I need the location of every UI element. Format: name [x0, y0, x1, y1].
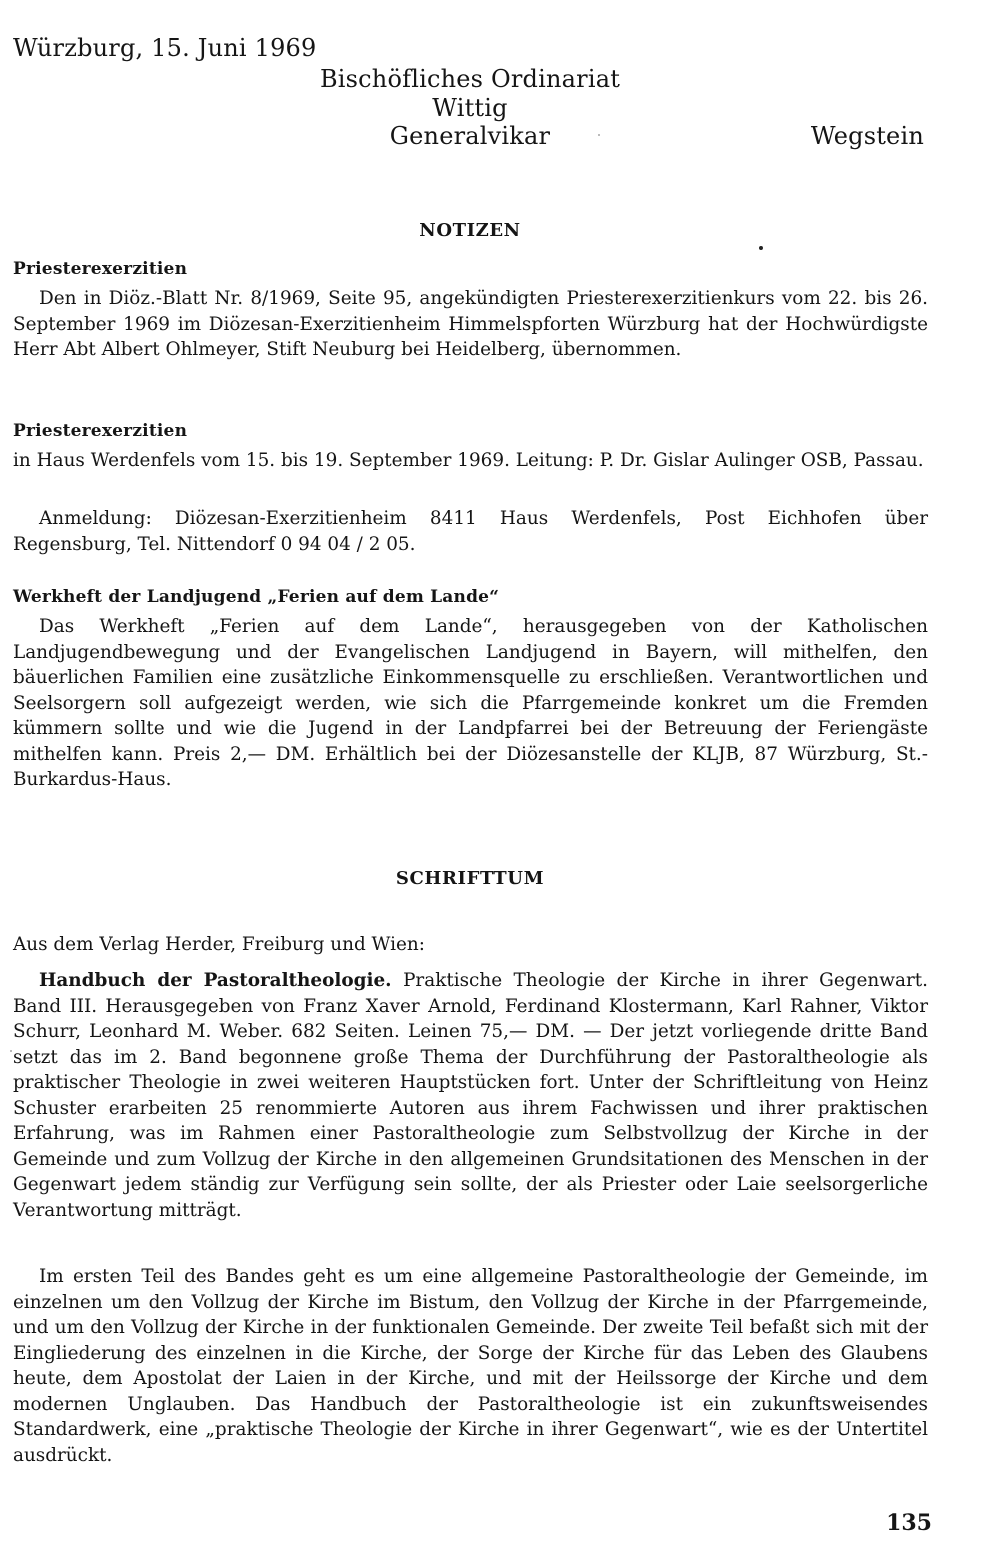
page-number: 135	[886, 1510, 932, 1536]
notice-title: Werkheft der Landjugend „Ferien auf dem Lande“	[13, 587, 500, 607]
notice-paragraph	[13, 506, 928, 557]
book-review-paragraph	[13, 1264, 928, 1468]
print-speck	[759, 246, 763, 250]
book-review-text: Im ersten Teil des Bandes geht es um eine allgemeine Pastoraltheologie der Gemeinde, im einzelnen um den Vollzug der Kirche im Bistum, den Vollzug der Kirche in der Pfarrgemeinde, und um den Vollzug der Kirche in der funktionalen Gemeinde. Der zweite Teil befaßt sich mit der Eingliederung des einzelnen in die Kirche, der Sorge der Kirche für das Leben des Glaubens heute, dem Apostolat der Laien in der Kirche, und mit der Heilssorge der Kirche und dem modernen Unglauben. Das Handbuch der Pastoraltheologie ist ein zukunftsweisendes Standardwerk, eine „praktische Theologie der Kirche in ihrer Gegenwart“, wie es der Untertitel ausdrückt.	[13, 1266, 928, 1466]
signer-title: Generalvikar	[389, 122, 551, 150]
book-review-text: Praktische Theologie der Kirche in ihrer Gegenwart. Band III. Herausgegeben von Franz Xaver Arnold, Ferdinand Klostermann, Karl Rahner, Viktor Schurr, Leonhard M. Weber. 682 Seiten. Leinen 75,— DM. — Der jetzt vorliegende dritte Band setzt das im 2. Band begonnene große Thema der Durchführung der Pastoraltheologie als praktischer Theologie in zwei weiteren Hauptstücken fort. Unter der Schriftleitung von Heinz Schuster erarbeiten 25 renommierte Autoren aus ihrem Fachwissen und ihrer praktischen Erfahrung, was im Rahmen einer Pastoraltheologie zum Selbstvollzug der Kirche in der Gemeinde und zum Vollzug der Kirche in den allgemeinen Grundsitationen des Menschen in der Gegenwart jedem ständig zur Verfügung sein sollte, der als Priester oder Laie seelsorgerliche Verantwortung mitträgt.	[13, 970, 928, 1221]
notice-paragraph-text: in Haus Werdenfels vom 15. bis 19. September 1969. Leitung: P. Dr. Gislar Aulinger OSB, Passau.	[13, 450, 924, 471]
book-review-paragraph	[13, 968, 928, 1223]
notice-paragraph-text: Den in Diöz.-Blatt Nr. 8/1969, Seite 95, angekündigten Priesterexerzitienkurs vom 22. bis 26. September 1969 im Diözesan-Exerzitienheim Himmelspforten Würzburg hat der Hochwürdigste Herr Abt Albert Ohlmeyer, Stift Neuburg bei Heidelberg, übernommen.	[13, 288, 928, 360]
signatory: Wegstein	[810, 122, 924, 150]
notice-paragraph-text: Anmeldung: Diözesan-Exerzitienheim 8411 Haus Werdenfels, Post Eichhofen über Regensburg, Tel. Nittendorf 0 94 04 / 2 05.	[13, 508, 928, 555]
notice-paragraph-text: Das Werkheft „Ferien auf dem Lande“, herausgegeben von der Katholischen Landjugendbewegung und der Evangelischen Landjugend in Bayern, will mithelfen, den bäuerlichen Familien eine zusätzliche Einkommensquelle zu erschließen. Verantwortlichen und Seelsorgern soll aufgezeigt werden, wie sich die Pfarrgemeinde konkret um die Fremden kümmern sollte und wie die Jugend in der Landpfarrei bei der Betreuung der Feriengäste mithelfen kann. Preis 2,— DM. Erhältlich bei der Diözesanstelle der KLJB, 87 Würzburg, St.-Burkardus-Haus.	[13, 616, 928, 790]
notice-title: Priesterexerzitien	[13, 421, 188, 441]
notice-paragraph	[13, 448, 928, 474]
office-name: Bischöfliches Ordinariat	[319, 65, 621, 93]
place-date: Würzburg, 15. Juni 1969	[13, 34, 317, 62]
publisher-line	[13, 932, 928, 958]
signer-name: Wittig	[432, 94, 508, 122]
publisher-line-text: Aus dem Verlag Herder, Freiburg und Wien:	[13, 934, 425, 955]
scan-dot	[598, 134, 600, 136]
notice-paragraph	[13, 286, 928, 363]
notice-title: Priesterexerzitien	[13, 259, 188, 279]
section-heading-schrifttum: SCHRIFTTUM	[395, 868, 545, 889]
section-heading-notizen: NOTIZEN	[419, 220, 521, 241]
book-title: Handbuch der Pastoraltheologie.	[39, 970, 392, 991]
notice-paragraph	[13, 614, 928, 793]
scan-dot	[10, 1050, 12, 1052]
